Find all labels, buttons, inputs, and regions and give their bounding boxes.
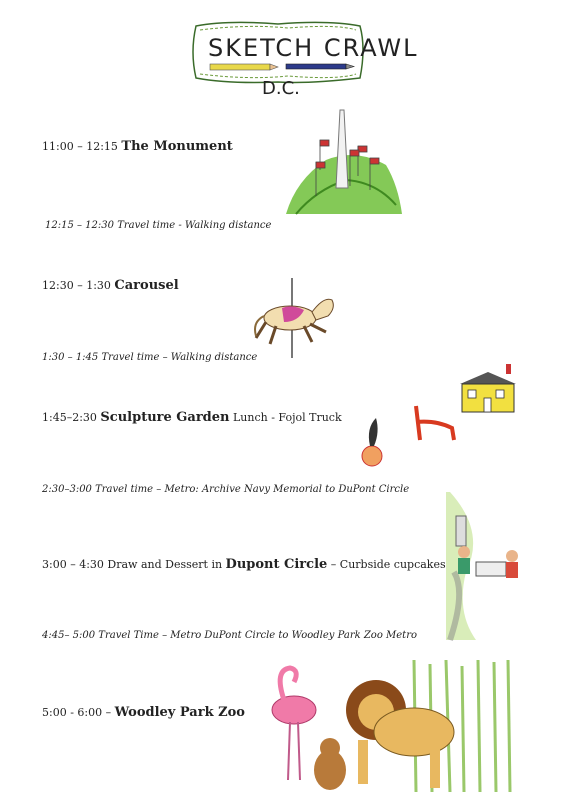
sculpture-garden-illustration: [356, 362, 522, 470]
time: 5:00 - 6:00 –: [42, 706, 112, 719]
schedule-travel-2: [42, 352, 257, 363]
pre-text: Draw and Dessert in: [107, 558, 223, 571]
zoo-illustration: [254, 660, 520, 792]
sketch-crawl-logo: [188, 18, 419, 100]
time: 12:30 – 1:30: [42, 279, 111, 292]
travel-note: Travel time – Walking distance: [101, 352, 258, 363]
place-extra: – Curbside cupcakes: [330, 558, 446, 571]
schedule-item-dupont-circle: [42, 557, 446, 572]
schedule-item-monument: [42, 139, 233, 154]
place-extra: Lunch - Fojol Truck: [232, 411, 342, 424]
lion-sketch: [346, 680, 454, 788]
logo-subtitle: D.C.: [262, 78, 300, 99]
time: 4:45– 5:00: [42, 630, 96, 641]
travel-note: Travel Time – Metro DuPont Circle to Woodley Park Zoo Metro: [98, 630, 417, 641]
place-name: Woodley Park Zoo: [114, 705, 245, 720]
time: 1:30 – 1:45: [42, 352, 99, 363]
prairie-dog-sketch: [314, 738, 346, 790]
time: 2:30–3:00: [42, 484, 92, 495]
logo-title: SKETCH CRAWL: [208, 34, 419, 62]
house-sculpture: [460, 364, 516, 412]
dupont-circle-illustration: [446, 492, 528, 640]
monument-illustration: [286, 110, 402, 214]
carousel-horse-illustration: [252, 278, 340, 360]
travel-note: Travel time - Walking distance: [117, 220, 272, 231]
schedule-travel-4: [42, 630, 417, 641]
time: 1:45–2:30: [42, 411, 97, 424]
time: 3:00 – 4:30: [42, 558, 104, 571]
place-name: Sculpture Garden: [100, 410, 230, 425]
place-name: Carousel: [114, 278, 179, 293]
schedule-item-woodley-park-zoo: [42, 705, 245, 720]
schedule-item-carousel: [42, 278, 179, 293]
time: 12:15 – 12:30: [45, 220, 114, 231]
place-name: Dupont Circle: [225, 557, 328, 572]
flamingo-sketch: [272, 668, 316, 780]
time: 11:00 – 12:15: [42, 140, 118, 153]
schedule-item-sculpture-garden: [42, 410, 342, 425]
schedule-travel-1: [45, 220, 271, 231]
person-sketch: [362, 418, 382, 466]
place-name: The Monument: [121, 139, 233, 154]
schedule-travel-3: [42, 484, 409, 495]
travel-note: Travel time – Metro: Archive Navy Memorial to DuPont Circle: [95, 484, 410, 495]
